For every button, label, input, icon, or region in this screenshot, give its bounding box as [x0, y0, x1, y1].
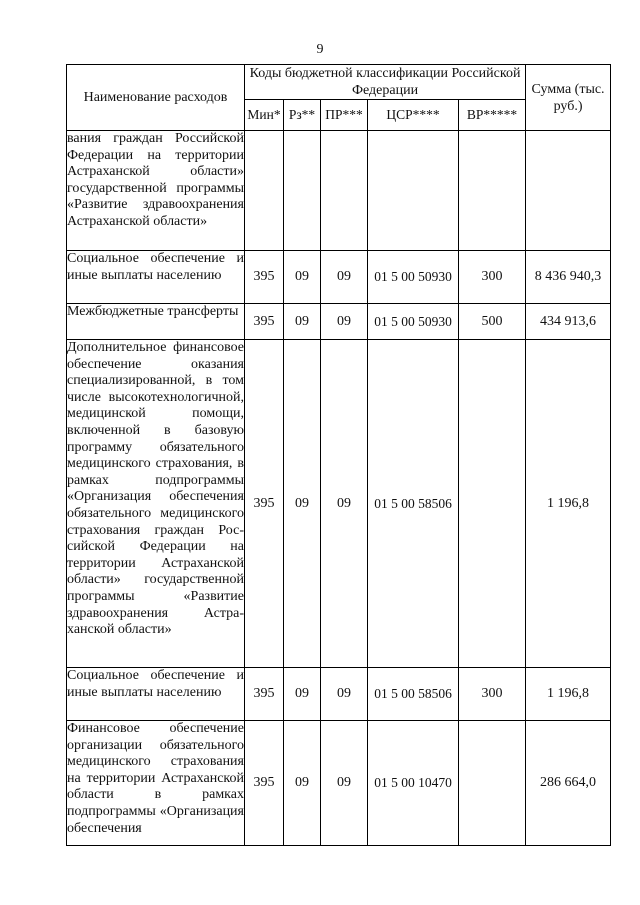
row-sum: 434 913,6: [526, 304, 611, 340]
row-csr: 01 5 00 58506: [368, 340, 459, 668]
row-vr: [459, 340, 526, 668]
row-min: 395: [245, 340, 284, 668]
row-name: Межбюджетные трансферты: [67, 304, 245, 340]
row-vr: [459, 131, 526, 251]
table-row: [67, 304, 611, 340]
row-pr: 09: [321, 304, 368, 340]
table-row: [67, 131, 611, 251]
row-sum: 8 436 940,3: [526, 251, 611, 304]
row-name: Финансовое обеспечение организации обязательного медицинского страхования на территории Астраханской области в рамках подпрограммы «Организация обеспечения: [67, 721, 245, 846]
row-sum: 286 664,0: [526, 721, 611, 846]
table-row: [67, 340, 611, 668]
row-csr: 01 5 00 50930: [368, 251, 459, 304]
header-min: Мин*: [245, 100, 284, 131]
header-rz: Рз**: [284, 100, 321, 131]
budget-table: [66, 64, 611, 846]
row-pr: 09: [321, 340, 368, 668]
row-vr: 300: [459, 668, 526, 721]
header-csr: ЦСР****: [368, 100, 459, 131]
row-rz: 09: [284, 304, 321, 340]
header-codes: Коды бюджетной классификации Российской Федерации: [245, 65, 526, 100]
row-name: Социальное обеспечение и иные выплаты населению: [67, 668, 245, 721]
row-min: [245, 131, 284, 251]
row-vr: 300: [459, 251, 526, 304]
row-sum: 1 196,8: [526, 668, 611, 721]
row-vr: [459, 721, 526, 846]
table-row: [67, 668, 611, 721]
header-vr: ВР*****: [459, 100, 526, 131]
page-number: 9: [316, 42, 324, 57]
row-rz: [284, 131, 321, 251]
row-rz: 09: [284, 340, 321, 668]
row-name: Дополнительное финансовое обеспечение оказания специализированной, в том числе высокотехнологичной, медицинской помощи, включенной в базовую программу обязательного медицинского страхования, в рамках подпрограммы «Организация обеспечения обязательного медицинского страхования граждан Российской Федерации на территории Астраханской области» государственной программы «Развитие здравоохранения Астраханской области»: [67, 340, 245, 668]
table-row: [67, 251, 611, 304]
row-pr: 09: [321, 251, 368, 304]
header-sum: Сумма (тыс. руб.): [526, 65, 611, 131]
row-name: вания граждан Российской Федерации на территории Астраханской области» государственной программы «Развитие здравоохранения Астраханской области»: [67, 131, 245, 251]
header-pr: ПР***: [321, 100, 368, 131]
row-min: 395: [245, 668, 284, 721]
row-sum: [526, 131, 611, 251]
row-vr: 500: [459, 304, 526, 340]
header-name: Наименование расходов: [67, 65, 245, 131]
row-min: 395: [245, 721, 284, 846]
row-rz: 09: [284, 668, 321, 721]
row-csr: 01 5 00 10470: [368, 721, 459, 846]
row-rz: 09: [284, 251, 321, 304]
row-pr: 09: [321, 721, 368, 846]
row-min: 395: [245, 304, 284, 340]
row-min: 395: [245, 251, 284, 304]
row-csr: 01 5 00 50930: [368, 304, 459, 340]
row-rz: 09: [284, 721, 321, 846]
table-row: [67, 721, 611, 846]
row-pr: [321, 131, 368, 251]
row-pr: 09: [321, 668, 368, 721]
row-csr: [368, 131, 459, 251]
row-name: Социальное обеспечение и иные выплаты населению: [67, 251, 245, 304]
row-csr: 01 5 00 58506: [368, 668, 459, 721]
row-sum: 1 196,8: [526, 340, 611, 668]
